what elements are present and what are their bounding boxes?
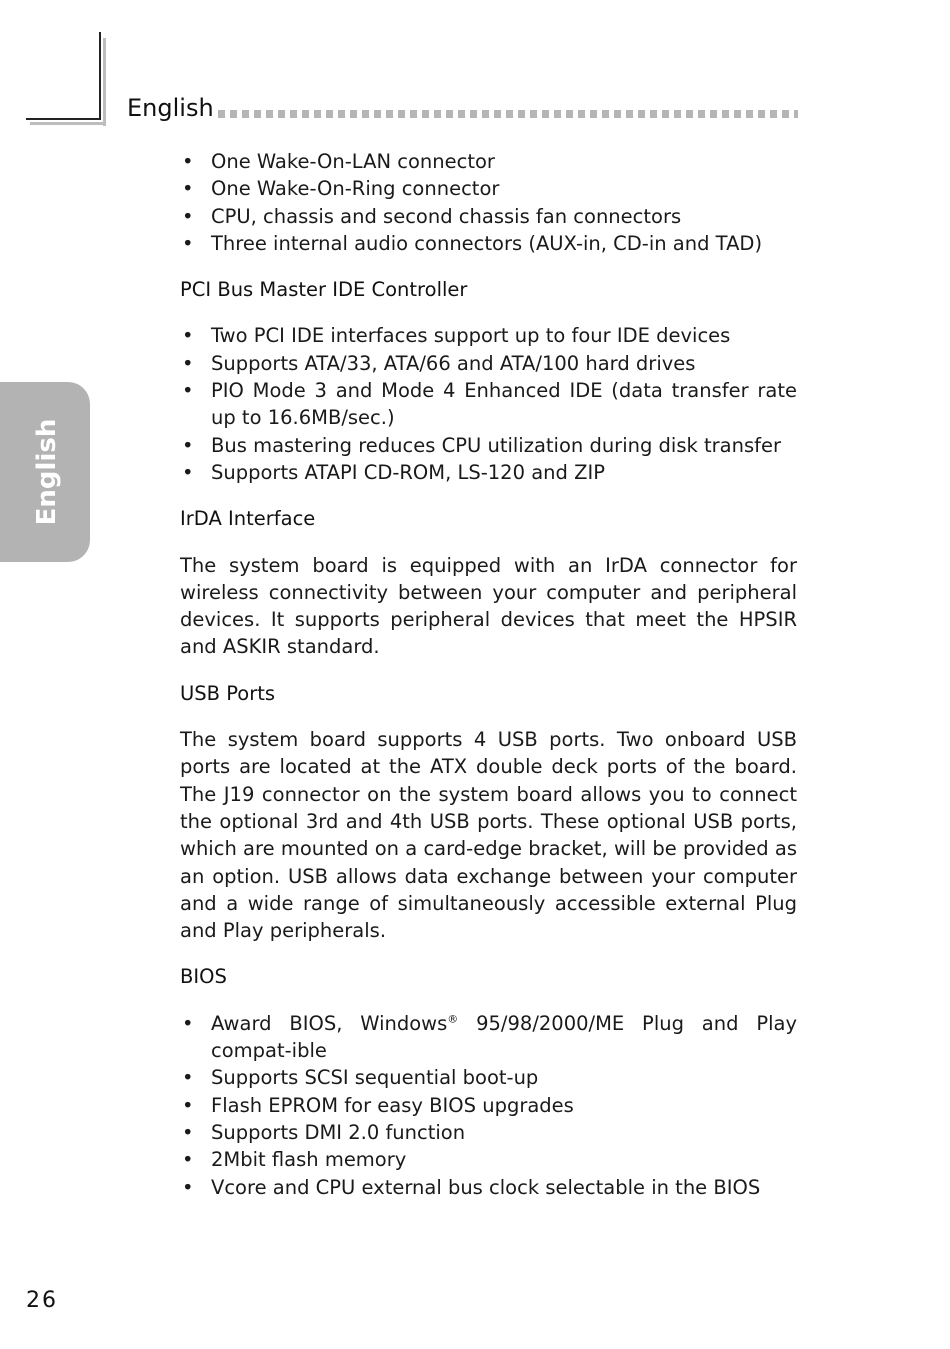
irda-paragraph: The system board is equipped with an IrDA connector for wireless connectivity between your computer and peripheral devices. It supports peripheral devices that meet the HPSIR and ASKIR standard. [180,553,797,659]
list-item: • PIO Mode 3 and Mode 4 Enhanced IDE (data transfer rate up to 16.6MB/sec.) [180,377,797,432]
list-item: • Flash EPROM for easy BIOS upgrades [180,1092,797,1119]
corner-shadow-vertical [103,38,106,126]
list-item: • Two PCI IDE interfaces support up to four IDE devices [180,322,797,349]
corner-line-vertical [99,32,101,120]
section-title-usb: USB Ports [180,681,276,705]
header-dotted-rule [218,110,798,118]
list-item: • Supports ATAPI CD-ROM, LS-120 and ZIP [180,459,797,486]
section-title-bios: BIOS [180,965,227,989]
language-side-tab-label: English [32,418,62,526]
bios-bullet-list [180,1010,797,1201]
list-item: • Bus mastering reduces CPU utilization during disk transfer [180,432,797,459]
ide-bullet-list [180,322,797,486]
bios-award-text: Award BIOS, Windows [211,1011,448,1035]
corner-line-horizontal [26,118,101,120]
intro-bullet-list [180,148,797,257]
section-title-ide: PCI Bus Master IDE Controller [180,278,468,302]
page-content [180,148,797,1201]
usb-paragraph: The system board supports 4 USB ports. Two onboard USB ports are located at the ATX double deck ports of the board. The J19 connector on the system board allows you to connect the optional 3rd and 4th USB ports. These optional USB ports, which are mounted on a card-edge bracket, will be provided as an option. USB allows data exchange between your computer and a wide range of simultaneously accessible external Plug and Play peripherals. [180,728,797,943]
corner-shadow-horizontal [30,122,106,125]
registered-mark: ® [447,1012,459,1026]
list-item: • Supports SCSI sequential boot-up [180,1064,797,1091]
list-item [180,1010,797,1065]
list-item: • One Wake-On-LAN connector [180,148,797,175]
list-item: • CPU, chassis and second chassis fan connectors [180,203,797,230]
list-item: • Supports ATA/33, ATA/66 and ATA/100 hard drives [180,350,797,377]
bios-award-text-rest: 95/98/2000/ME Plug and Play compat-ible [211,1011,798,1063]
list-item: • One Wake-On-Ring connector [180,175,797,202]
page-number: 26 [26,1288,58,1313]
section-title-irda: IrDA Interface [180,507,316,531]
list-item: • Supports DMI 2.0 function [180,1119,797,1146]
list-item: • 2Mbit flash memory [180,1146,797,1173]
page-header-title: English [127,94,214,122]
list-item: • Vcore and CPU external bus clock selectable in the BIOS [180,1174,797,1201]
list-item: • Three internal audio connectors (AUX-in, CD-in and TAD) [180,230,797,257]
